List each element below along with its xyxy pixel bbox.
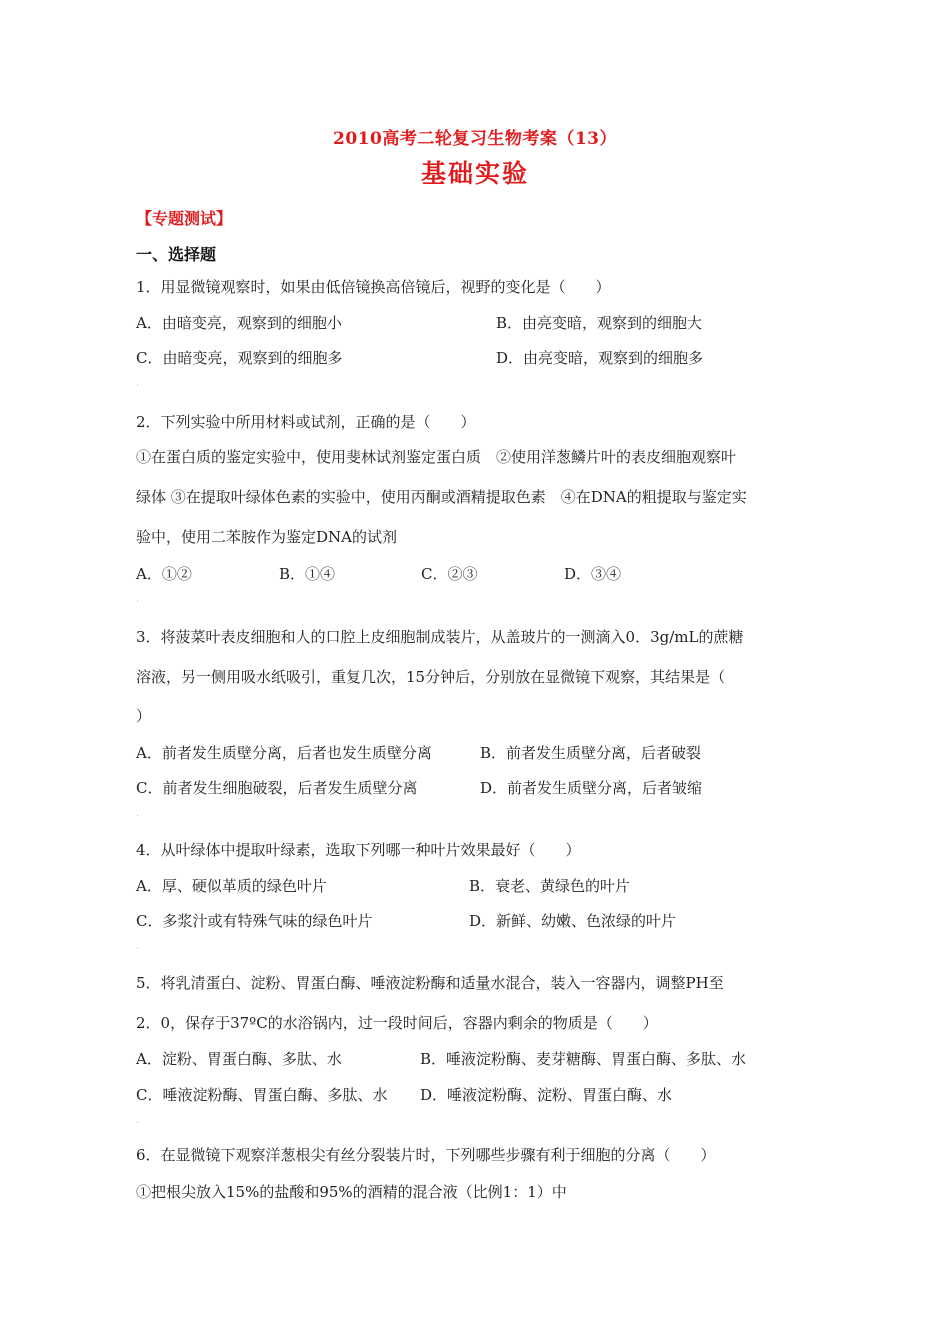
q2-line-2: 绿体 ③在提取叶绿体色素的实验中，使用丙酮或酒精提取色素 ④在DNA的粗提取与鉴定实 [136,488,747,506]
q2-option-b: B．①④ [279,565,336,583]
q1-option-b: B．由亮变暗，观察到的细胞大 [496,314,703,332]
q5-option-d: D．唾液淀粉酶、淀粉、胃蛋白酶、水 [420,1086,673,1104]
document-title: 2010高考二轮复习生物考案（13） [333,129,617,149]
q3-line-1: 3．将菠菜叶表皮细胞和人的口腔上皮细胞制成装片，从盖玻片的一测滴入0．3g/mL的蔗糖 [136,628,744,646]
q5-option-a: A．淀粉、胃蛋白酶、多肽、水 [136,1050,342,1068]
document-subtitle: 基础实验 [420,159,529,188]
q2-line-1: ①在蛋白质的鉴定实验中，使用斐林试剂鉴定蛋白质 ②使用洋葱鳞片叶的表皮细胞观察叶 [136,448,737,466]
stray-mark: . [136,808,140,819]
q5-option-b: B．唾液淀粉酶、麦芽糖酶、胃蛋白酶、多肽、水 [420,1050,747,1068]
q4-option-a: A．厚、硬似革质的绿色叶片 [136,877,327,895]
q3-option-b: B．前者发生质壁分离，后者破裂 [480,744,702,762]
q3-option-c: C．前者发生细胞破裂，后者发生质壁分离 [136,779,418,797]
q6-line-1: ①把根尖放入15%的盐酸和95%的酒精的混合液（比例1：1）中 [136,1183,567,1201]
q4-option-c: C．多浆汁或有特殊气味的绿色叶片 [136,912,373,930]
stray-mark: . [136,594,140,605]
q2-line-3: 验中，使用二苯胺作为鉴定DNA的试剂 [136,528,397,546]
q3-option-a: A．前者发生质壁分离，后者也发生质壁分离 [136,744,432,762]
q2-option-d: D．③④ [564,565,622,583]
q2-option-c: C．②③ [421,565,478,583]
q2-option-a: A．①② [136,565,192,583]
q1-option-a: A．由暗变亮，观察到的细胞小 [136,314,342,332]
q3-line-2: 溶液，另一侧用吸水纸吸引，重复几次，15分钟后，分别放在显微镜下观察，其结果是（ [136,668,726,686]
q5-option-c: C．唾液淀粉酶、胃蛋白酶、多肽、水 [136,1086,388,1104]
stray-mark: . [136,1115,140,1126]
section-heading-test: 【专题测试】 [136,209,233,228]
q5-line-1: 5．将乳清蛋白、淀粉、胃蛋白酶、唾液淀粉酶和适量水混合，装入一容器内，调整PH至 [136,974,724,992]
q1-stem: 1．用显微镜观察时，如果由低倍镜换高倍镜后，视野的变化是（ ） [136,278,611,296]
q4-stem: 4．从叶绿体中提取叶绿素，选取下列哪一种叶片效果最好（ ） [136,841,581,859]
q2-stem: 2．下列实验中所用材料或试剂，正确的是（ ） [136,413,476,431]
stray-mark: . [136,941,140,952]
section-heading-choice: 一、选择题 [136,245,217,264]
q4-option-d: D．新鲜、幼嫩、色浓绿的叶片 [469,912,677,930]
stray-mark: . [136,378,140,389]
q4-option-b: B．衰老、黄绿色的叶片 [469,877,631,895]
q3-option-d: D．前者发生质壁分离，后者皱缩 [480,779,703,797]
q1-option-c: C．由暗变亮，观察到的细胞多 [136,349,343,367]
q3-line-3: ） [136,707,152,725]
q1-option-d: D．由亮变暗，观察到的细胞多 [496,349,704,367]
q6-stem: 6．在显微镜下观察洋葱根尖有丝分裂装片时，下列哪些步骤有利于细胞的分离（ ） [136,1146,716,1164]
q5-line-2: 2．0，保存于37ºC的水浴锅内，过一段时间后，容器内剩余的物质是（ ） [136,1014,658,1032]
